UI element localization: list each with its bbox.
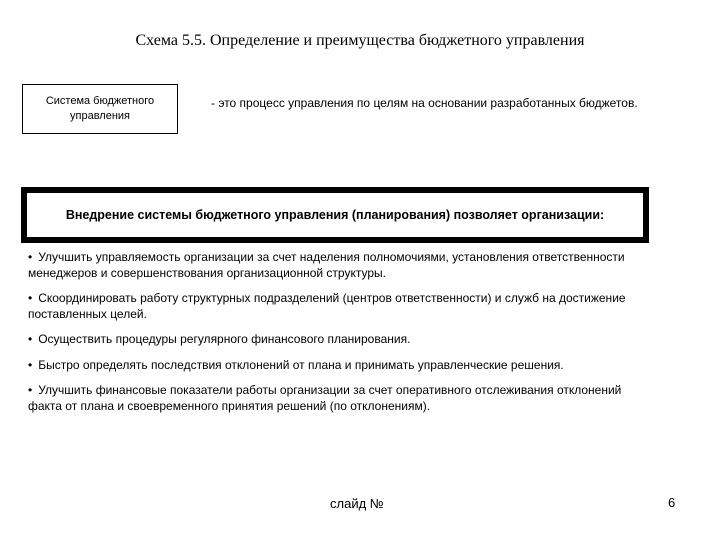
benefit-item — [28, 250, 638, 281]
benefit-text: Скоординировать работу структурных подразделений (центров ответственности) и служб на достижение поставленных целей. — [28, 291, 626, 321]
benefit-text: Улучшить управляемость организации за счет наделения полномочиями, установления ответственности менеджеров и совершенствования организационной структуры. — [28, 250, 625, 280]
bullet-marker: • — [28, 383, 33, 397]
benefit-item — [28, 332, 638, 348]
benefit-item — [28, 383, 638, 414]
benefits-banner — [21, 187, 649, 243]
slide-label: слайд № — [330, 496, 384, 511]
benefit-text: Быстро определять последствия отклонений от плана и принимать управленческие решения. — [38, 357, 564, 372]
benefit-text: Улучшить финансовые показатели работы организации за счет оперативного отслеживания отклонений факта от плана и своевременного принятия решений (по отклонениям). — [28, 383, 622, 413]
bullet-marker: • — [28, 291, 33, 305]
system-box-label: Система бюджетного управления — [45, 95, 155, 122]
diagram-title: Схема 5.5. Определение и преимущества бюджетного управления — [135, 32, 585, 49]
benefits-banner-text: Внедрение системы бюджетного управления (планирования) позволяет организации: — [65, 208, 605, 222]
bullet-marker: • — [28, 357, 33, 372]
page-number: 6 — [668, 495, 676, 510]
bullet-marker: • — [28, 250, 33, 264]
bullet-marker: • — [28, 332, 33, 346]
definition-text: - это процесс управления по целям на основании разработанных бюджетов. — [211, 96, 638, 110]
benefits-list — [28, 250, 638, 424]
benefit-item — [28, 291, 638, 322]
system-box — [22, 84, 178, 134]
benefit-text: Осуществить процедуры регулярного финансового планирования. — [38, 332, 411, 346]
benefit-item — [28, 358, 638, 374]
